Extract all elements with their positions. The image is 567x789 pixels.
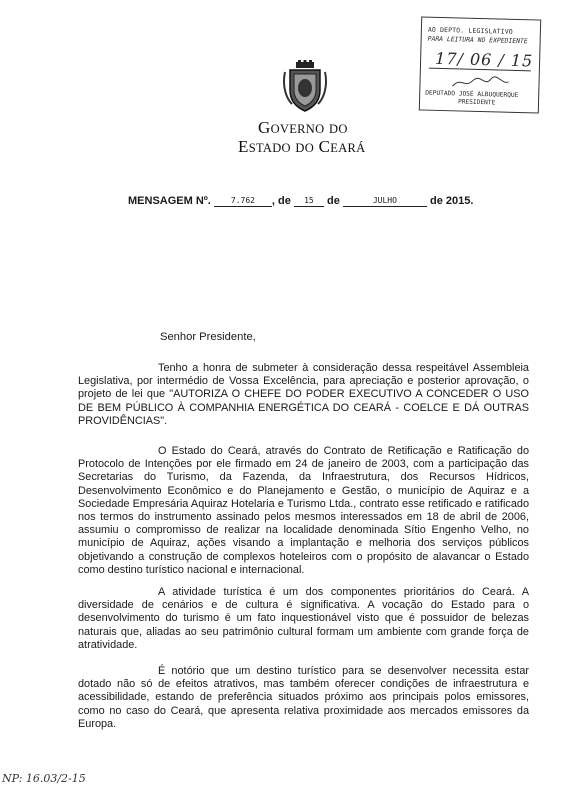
paragraph-2 <box>78 445 529 577</box>
message-number: 7.762 <box>214 196 272 207</box>
legislative-receipt-stamp <box>419 16 541 113</box>
ceara-coat-of-arms-icon <box>282 60 328 112</box>
message-day: 15 <box>294 196 324 207</box>
message-label: MENSAGEM Nº. <box>128 195 211 207</box>
message-connector: , de <box>271 195 291 207</box>
stamp-date: 17/ 06 / 15 <box>434 48 534 71</box>
stamp-line-3: DEPUTADO JOSÉ ALBUQUERQUE <box>425 89 519 100</box>
heading-word: EARÁ <box>330 141 366 155</box>
heading-small-word: DO <box>295 141 315 155</box>
paragraph-text: O Estado do Ceará, através do Contrato de Retificação e Ratificação do Protocolo de Intenções por ele firmado em 24 de janeiro de 2003, com a participação das Secretarias do Turismo, da Fazenda, da Infraestrutura, dos Recursos Hídricos, Desenvolvimento Econômico e do Planejamento e Gestão, o município de Aquiraz e a Sociedade Empresária Aquiraz Hotelaria e Turismo Ltda., contrato esse retificado e ratificado nos termos do instrumento assinado pelos mesmos interessados em 18 de abril de 2006, assumiu o compromisso de realizar na localidade denominada Sítio Engenho Velho, no município de Aquiraz, ações visando a implantação e melhoria dos serviços públicos objetivando a construção de complexos hoteleiros com o propósito de alavancar o Estado como destino turístico nacional e internacional. <box>78 445 529 576</box>
stamp-line-4: PRESIDENTE <box>457 98 496 107</box>
stamp-line-1: AO DEPTO. LEGISLATIVO <box>427 25 513 36</box>
paragraph-text: Tenho a honra de submeter à consideração dessa respeitável Assembleia Legislativa, por intermédio de Vossa Excelência, para apreciação e posterior aprovação, o projeto de lei que "AUTORIZA O CHEFE DO PODER EXECUTIVO A CONCEDER O USO DE BEM PÚBLICO À COMPANHIA ENERGÉTICA DO CEARÁ - COELCE E DÁ OUTRAS PROVIDÊNCIAS". <box>78 362 529 427</box>
stamp-line-2: PARA LEITURA NO EXPEDIENTE <box>427 34 528 46</box>
paragraph-1 <box>78 362 529 428</box>
message-connector: de <box>327 195 340 207</box>
stamp-signature-icon <box>450 74 510 92</box>
heading-word: STADO <box>248 141 291 155</box>
message-year: de 2015. <box>429 195 474 207</box>
heading-initial: E <box>238 137 249 156</box>
handwritten-protocol-note: NP: 16.03/2-15 <box>2 772 86 785</box>
paragraph-4 <box>78 665 529 731</box>
heading-initial: G <box>258 118 271 137</box>
government-heading-line-2 <box>238 137 366 157</box>
paragraph-text: A atividade turística é um dos componentes prioritários do Ceará. A diversidade de cenários e de cultura é significativa. A vocação do Estado para o desenvolvimento do turismo é um fato inquestionável visto que é possuidor de belezas naturais que, aliadas ao seu patrimônio cultural formam um ambiente com grande força de atratividade. <box>78 586 529 651</box>
paragraph-3 <box>78 586 529 652</box>
message-number-line <box>128 195 473 207</box>
message-month: JULHO <box>343 196 427 207</box>
heading-word: OVERNO <box>270 122 325 136</box>
heading-small-word: DO <box>329 122 348 136</box>
salutation: Senhor Presidente, <box>160 331 256 343</box>
paragraph-text: É notório que um destino turístico para se desenvolver necessita estar dotado não só de efeitos atrativos, mas também oferecer condições de infraestrutura e acessibilidade, estando de preferência situados próximo aos principais polos emissores, como no caso do Ceará, que apresenta relativa proximidade aos mercados emissores da Europa. <box>78 665 529 730</box>
heading-initial: C <box>318 137 331 156</box>
government-heading-line-1 <box>258 118 348 138</box>
